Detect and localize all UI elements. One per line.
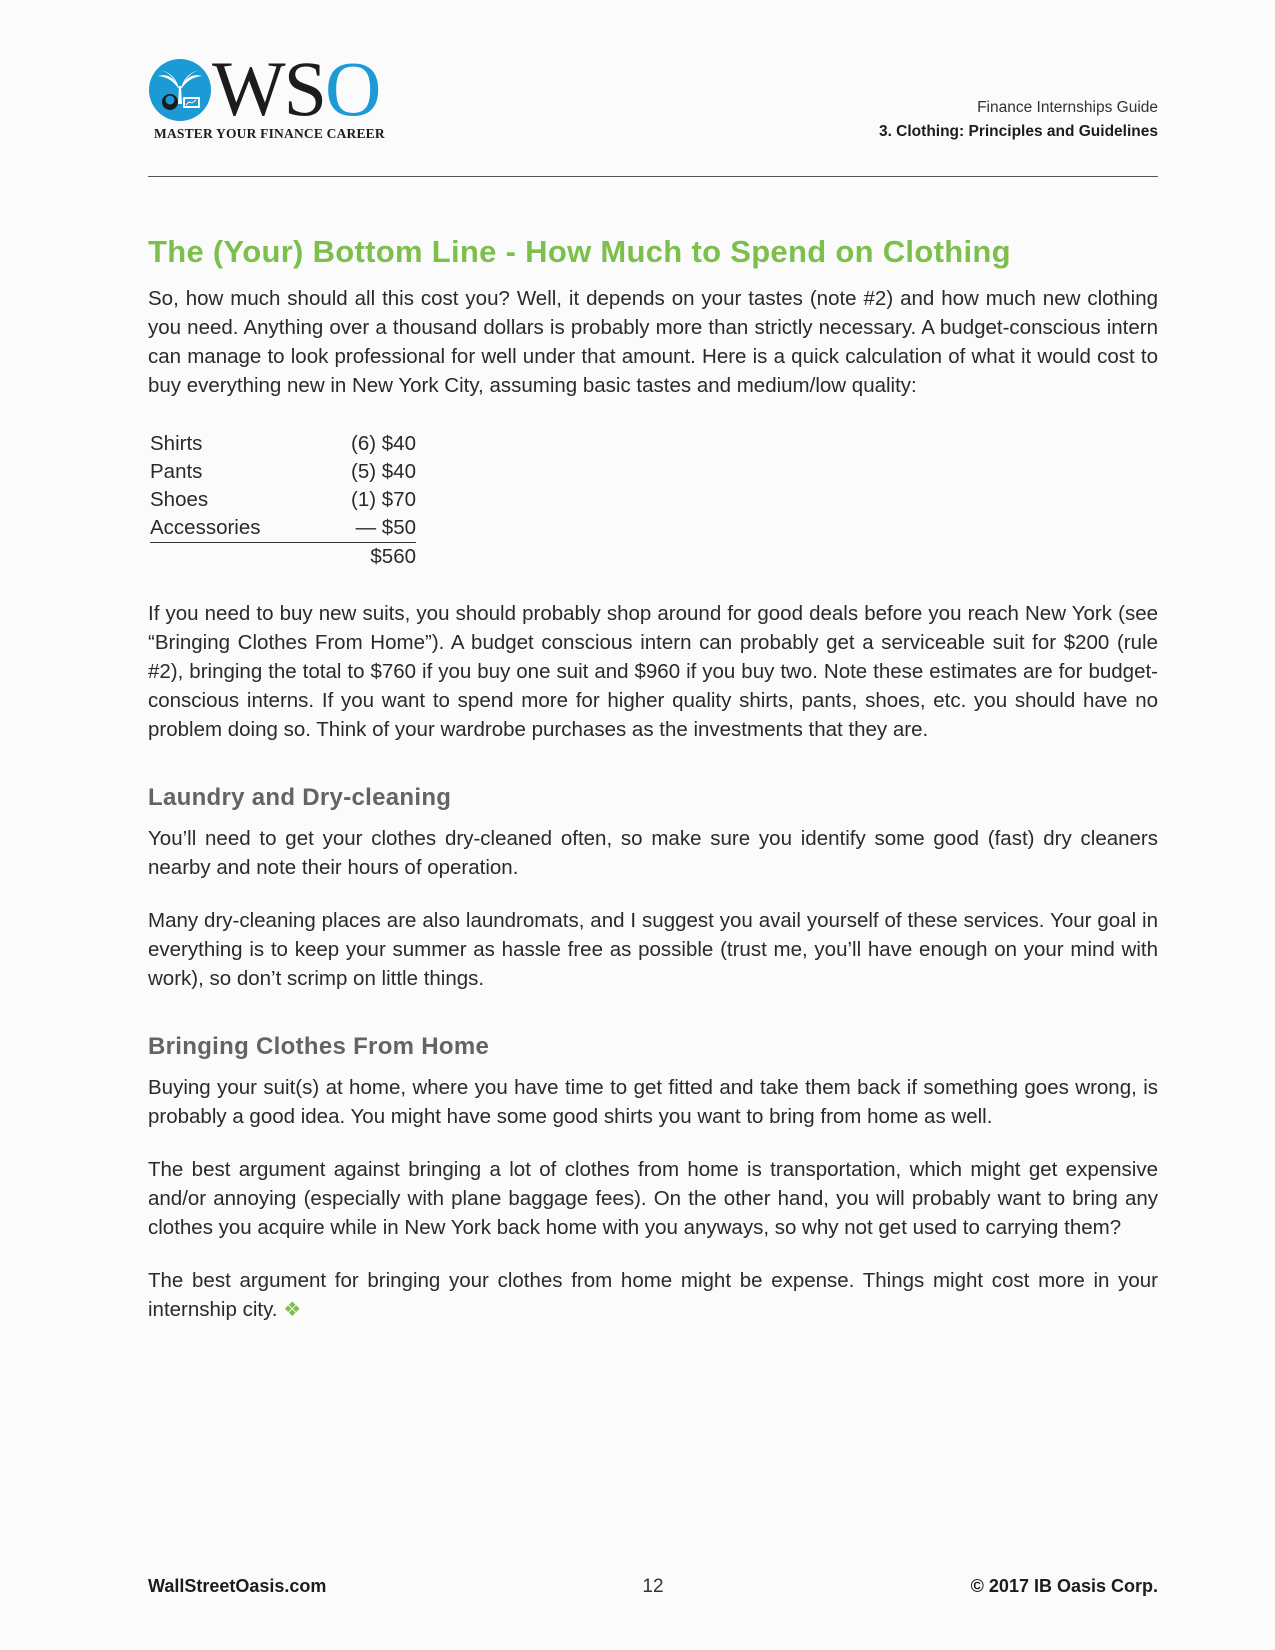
table-row (150, 458, 416, 486)
laundry-paragraph-1: You’ll need to get your clothes dry-cleaned often, so make sure you identify some good (fast) dry cleaners nearby and note their hours of operation. (148, 827, 1158, 879)
cost-item: Accessories (150, 514, 340, 543)
home-paragraph-2: The best argument against bringing a lot of clothes from home is transportation, which might get expensive and/or annoying (especially with plane baggage fees). On the other hand, you will probably want to bring any clothes you acquire while in New York back home with you anyways, so why not get used to carrying them? (148, 1158, 1158, 1239)
page-content (148, 228, 1158, 1325)
suits-paragraph: If you need to buy new suits, you should probably shop around for good deals before you reach New York (see “Bringing Clothes From Home”). A budget conscious intern can probably get a serviceable suit for $200 (rule #2), bringing the total to $760 if you buy one suit and $960 if you buy two. Note these estimates are for budget-conscious interns. If you want to spend more for higher quality shirts, pants, shoes, etc. you should have no problem doing so. Think of your wardrobe purchases as the investments that they are. (148, 602, 1158, 741)
footer-copyright: © 2017 IB Oasis Corp. (970, 1576, 1158, 1596)
cost-price: (1) $70 (351, 488, 416, 511)
footer-site: WallStreetOasis.com (148, 1576, 327, 1596)
home-paragraph-1: Buying your suit(s) at home, where you have time to get fitted and take them back if something goes wrong, is probably a good idea. You might have some good shirts you want to bring from home as well. (148, 1076, 1158, 1128)
page-number: 12 (642, 1576, 664, 1597)
section-title: 3. Clothing: Principles and Guidelines (878, 123, 1158, 140)
page-title: The (Your) Bottom Line - How Much to Spend on Clothing (148, 234, 1011, 269)
monkey-palm-logo-icon (148, 58, 212, 122)
cost-price: (5) $40 (351, 460, 416, 483)
table-row (150, 430, 416, 458)
document-header (879, 96, 1158, 144)
logo-o: O (325, 45, 380, 132)
header-divider (148, 176, 1158, 177)
cost-item: Pants (150, 460, 203, 483)
logo-tagline: MASTER YOUR FINANCE CAREER (154, 126, 385, 141)
cost-price: (6) $40 (351, 432, 416, 455)
home-paragraph-3-text: The best argument for bringing your clothes from home might be expense. Things might cost more in your internship city. (148, 1269, 1158, 1321)
cost-total: $560 (370, 545, 416, 568)
home-heading: Bringing Clothes From Home (148, 1033, 490, 1060)
home-paragraph-3 (148, 1266, 1158, 1325)
laundry-paragraph-2: Many dry-cleaning places are also laundromats, and I suggest you avail yourself of these services. Your goal in everything is to keep your summer as hassle free as possible (trust me, you’ll have enough on your mind with work), so don’t scrimp on little things. (148, 909, 1158, 990)
logo-ws: WS (212, 45, 325, 132)
laundry-heading: Laundry and Dry-cleaning (148, 784, 452, 811)
section-end-icon: ❖ (283, 1299, 302, 1321)
page-footer (148, 1576, 1158, 1606)
cost-table (150, 430, 416, 571)
cost-item: Shirts (150, 432, 203, 455)
table-row (150, 514, 416, 543)
wso-logo (148, 45, 408, 142)
guide-title: Finance Internships Guide (977, 99, 1158, 116)
table-total-row (150, 543, 416, 572)
intro-paragraph: So, how much should all this cost you? Well, it depends on your tastes (note #2) and how much new clothing you need. Anything over a thousand dollars is probably more than strictly necessary. A budget-conscious intern can manage to look professional for well under that amount. Here is a quick calculation of what it would cost to buy everything new in New York City, assuming basic tastes and medium/low quality: (148, 287, 1158, 397)
logo-wordmark (212, 45, 380, 132)
cost-price: — $50 (340, 514, 416, 543)
cost-item: Shoes (150, 488, 209, 511)
table-row (150, 486, 416, 514)
